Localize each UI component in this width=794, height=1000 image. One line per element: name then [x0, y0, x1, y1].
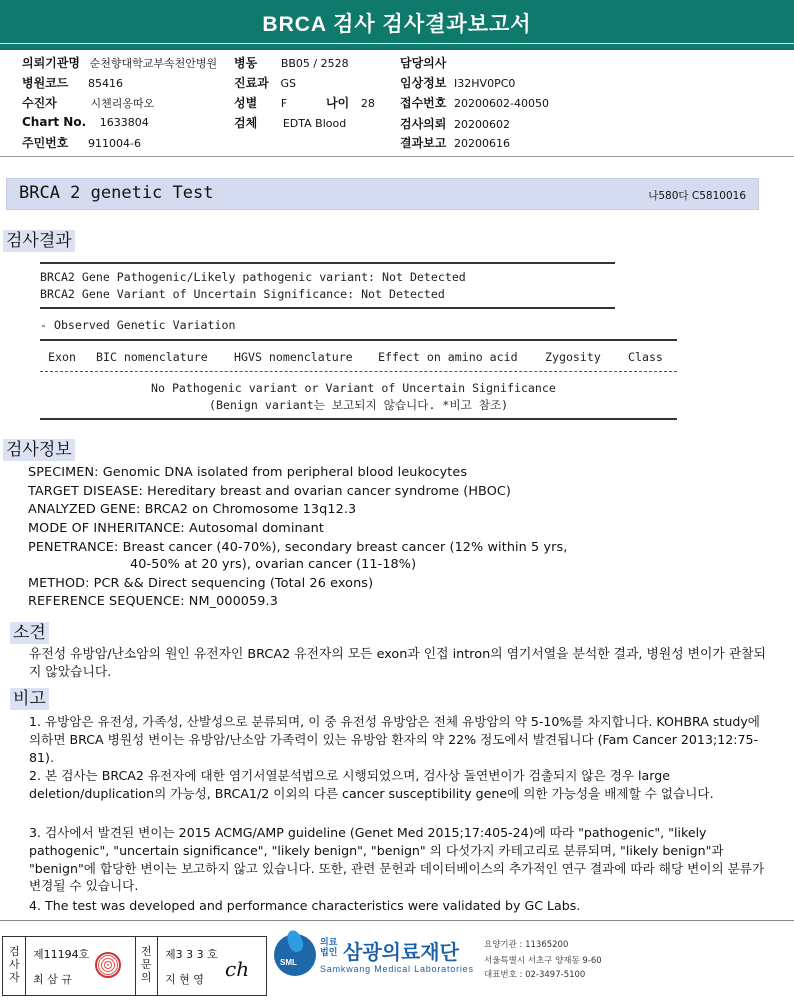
report-title: BRCA 검사 검사결과보고서 [262, 13, 532, 36]
info-method: METHOD: PCR && Direct sequencing (Total 26 exons) [28, 576, 374, 591]
header-divider [0, 156, 794, 157]
ward-label: 병동 [234, 56, 258, 70]
sex-label: 성별 [234, 96, 258, 110]
remark-2: 2. 본 검사는 BRCA2 유전자에 대한 염기서열분석법으로 시행되었으며, 검사상 돌연변이가 검출되지 않은 경우 large deletion/duplication의 가능성, BRCA1/2 이외의 다른 cancer susceptibility gene에 의한 가능성을 배제할 수 없습니다. [29, 768, 714, 801]
specimen-value: EDTA Blood [282, 117, 347, 130]
report-date-label: 결과보고 [400, 136, 447, 150]
col-exon: Exon [48, 350, 76, 364]
clinical-info-value: I32HV0PC0 [454, 77, 516, 90]
inspector-label-text: 검사자 [9, 945, 20, 984]
org-prefix-2: 법인 [320, 948, 338, 958]
observed-variation-label: - Observed Genetic Variation [40, 318, 236, 332]
request-date-value: 20200602 [454, 118, 511, 131]
org-name: 삼광의료재단 [343, 940, 459, 964]
hospital-code-value: 85416 [88, 77, 124, 90]
recipient-label: 수진자 [22, 96, 57, 110]
resident-no-label: 주민번호 [22, 136, 69, 150]
org-prefix-1: 의료 [320, 938, 338, 948]
footer-divider [0, 920, 794, 921]
sex-value: F [280, 97, 288, 110]
age-value: 28 [360, 97, 375, 110]
opinion-text: 유전성 유방암/난소암의 원인 유전자인 BRCA2 유전자의 모든 exon과 인접 intron의 염기서열을 분석한 결과, 병원성 변이가 관찰되지 않았습니다. [29, 647, 766, 680]
col-effect: Effect on amino acid [378, 350, 518, 364]
receipt-no-label: 접수번호 [400, 96, 447, 110]
org-address: 서울특별시 서초구 양재동 9-60 [484, 956, 602, 966]
resident-no-value: 911004-6 [88, 137, 141, 150]
org-prefix [320, 938, 337, 958]
remark-4: 4. The test was developed and performance characteristics were validated by GC Labs. [29, 898, 581, 913]
clinical-info-label: 임상정보 [400, 76, 447, 90]
physician-signature: ch [225, 957, 250, 981]
ward-value: BB05 / 2528 [280, 57, 349, 70]
result-rule-mid [40, 307, 615, 309]
title-rule [0, 43, 794, 44]
col-zygosity: Zygosity [545, 350, 601, 364]
inspector-license: 제11194호 [33, 948, 90, 961]
info-target-disease: TARGET DISEASE: Hereditary breast and ovarian cancer syndrome (HBOC) [28, 484, 512, 499]
col-class: Class [628, 350, 663, 364]
info-reference: REFERENCE SEQUENCE: NM_000059.3 [28, 594, 278, 609]
logo-abbr: SML [280, 958, 297, 967]
report-footer [0, 930, 794, 1000]
receipt-no-value: 20200602-40050 [454, 97, 549, 110]
info-specimen: SPECIMEN: Genomic DNA isolated from peripheral blood leukocytes [28, 465, 468, 480]
physician-label [135, 945, 157, 984]
report-date-value: 20200616 [454, 137, 511, 150]
info-analyzed-gene: ANALYZED GENE: BRCA2 on Chromosome 13q12.3 [28, 502, 357, 517]
benign-note-line: (Benign variant는 보고되지 않습니다. *비고 참조) [209, 398, 509, 412]
opinion-heading: 소견 [10, 622, 49, 644]
no-variant-line: No Pathogenic variant or Variant of Uncertain Significance [151, 381, 556, 395]
samkwang-logo-icon [274, 934, 316, 976]
org-name-en: Samkwang Medical Laboratories [320, 964, 474, 974]
test-code: 나580다 C5810016 [648, 190, 746, 202]
department-label: 진료과 [234, 76, 269, 90]
info-penetrance: PENETRANCE: Breast cancer (40-70%), secondary breast cancer (12% within 5 yrs, [28, 540, 568, 555]
doctor-label: 담당의사 [400, 56, 447, 70]
result-pathogenic-line: BRCA2 Gene Pathogenic/Likely pathogenic variant: Not Detected [40, 270, 466, 284]
remark-3: 3. 검사에서 발견된 변이는 2015 ACMG/AMP guideline (Genet Med 2015;17:405-24)에 따라 "pathogenic", "likely pathogenic", "uncertain significance", "likely benign", "benign" 의 다섯가지 카테고리로 분류되며, "likely benign"과 "benign"에 합당한 변이는 보고하지 않고 있습니다. 또한, 관련 문헌과 데이터베이스의 추가적인 연구 결과에 따라 해당 변이의 분류가 변경될 수 있습니다. [29, 825, 765, 894]
inspector-name: 최 삼 규 [33, 973, 72, 986]
info-heading: 검사정보 [3, 439, 75, 461]
institution-value: 순천향대학교부속천안병원 [89, 57, 218, 70]
test-name: BRCA 2 genetic Test [19, 183, 214, 203]
inspector-stamp [95, 952, 121, 978]
department-value: GS [280, 77, 296, 90]
test-name-box [6, 178, 759, 210]
variant-table-rule-bottom [40, 418, 677, 420]
col-bic: BIC nomenclature [96, 350, 208, 364]
org-phone: 대표번호 : 02-3497-5100 [484, 970, 586, 980]
age-label: 나이 [326, 96, 350, 110]
variant-table-rule-header [40, 371, 677, 372]
variant-table-rule-top [40, 339, 677, 341]
remarks-heading: 비고 [10, 688, 49, 710]
inspector-label [3, 945, 25, 984]
hospital-code-label: 병원코드 [22, 76, 69, 90]
result-heading: 검사결과 [3, 230, 75, 252]
physician-license: 제3 3 3 호 [165, 948, 218, 961]
request-date-label: 검사의뢰 [400, 117, 447, 131]
info-inheritance: MODE OF INHERITANCE: Autosomal dominant [28, 521, 324, 536]
chart-no-value: 1633804 [99, 116, 149, 129]
report-title-bar [0, 0, 794, 50]
specimen-label: 검체 [234, 116, 258, 130]
info-penetrance-cont: 40-50% at 20 yrs), ovarian cancer (11-18%) [130, 557, 417, 572]
chart-no-label: Chart No. [22, 115, 87, 129]
result-rule-top [40, 262, 615, 264]
recipient-value: 시첸리옹따오 [90, 97, 155, 110]
col-hgvs: HGVS nomenclature [234, 350, 353, 364]
institution-label: 의뢰기관명 [22, 56, 80, 70]
remark-1: 1. 유방암은 유전성, 가족성, 산발성으로 분류되며, 이 중 유전성 유방암은 전체 유방암의 약 5-10%를 차지합니다. KOHBRA study에 의하면 BRCA 병원성 변이는 유방암/난소암 가족력이 있는 유방암 환자의 약 22% 정도에서 발견됩니다 (Fam Cancer 2013;12:75-81). [29, 714, 760, 765]
physician-label-text: 전문의 [141, 945, 152, 984]
result-vus-line: BRCA2 Gene Variant of Uncertain Significance: Not Detected [40, 287, 445, 301]
physician-name: 지 현 영 [165, 973, 204, 986]
signature-box [2, 936, 267, 996]
org-code: 요양기관 : 11365200 [484, 940, 569, 950]
